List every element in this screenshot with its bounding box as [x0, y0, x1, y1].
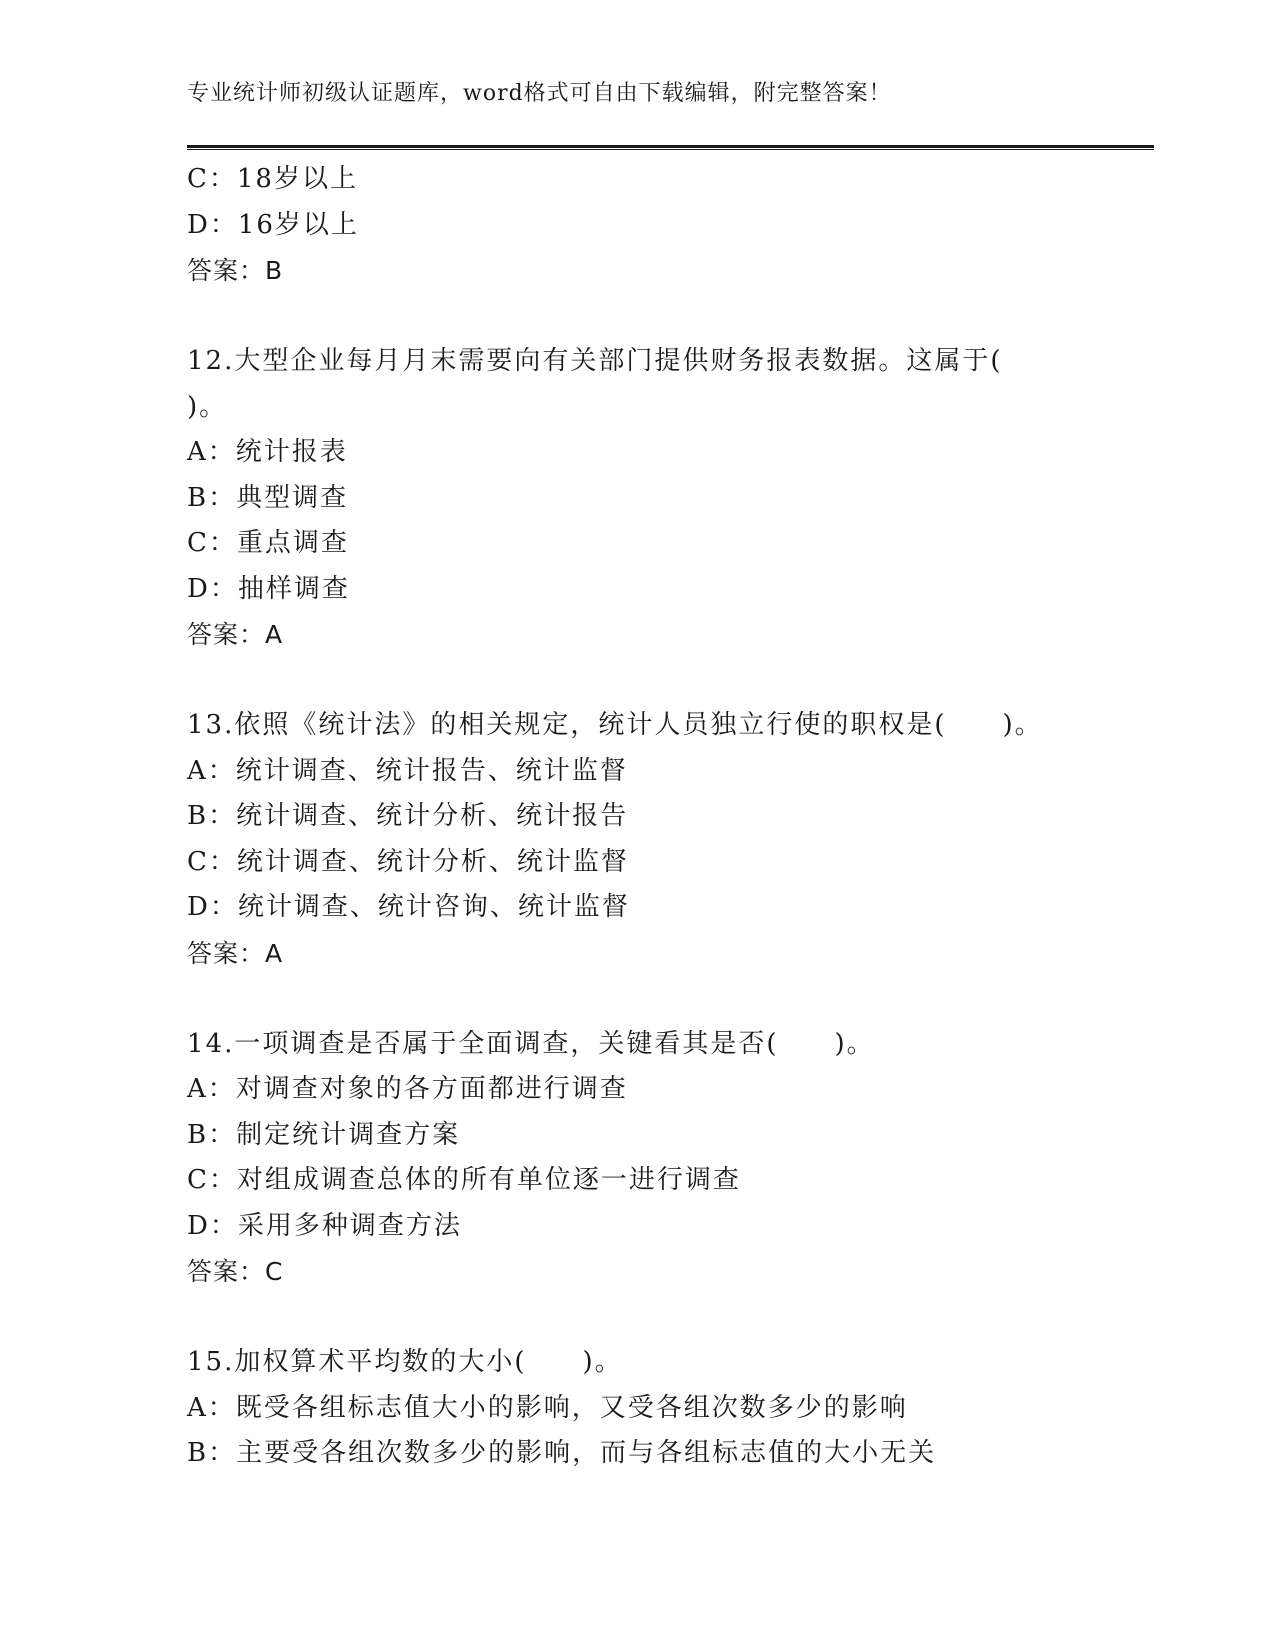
option-a: A：统计调查、统计报告、统计监督 [187, 755, 628, 786]
answer-line: 答案：C [187, 1257, 284, 1286]
answer-line: 答案：A [187, 938, 284, 968]
question-stem: 14.一项调查是否属于全面调查，关键看其是否( )。 [187, 1028, 875, 1059]
spacer [187, 294, 1154, 340]
option-d: D：统计调查、统计咨询、统计监督 [187, 892, 630, 922]
option-b: B：统计调查、统计分析、统计报告 [187, 801, 629, 831]
question-stem: 12.大型企业每月月末需要向有关部门提供财务报表数据。这属于( [187, 346, 1003, 376]
question-stem: 15.加权算术平均数的大小( )。 [187, 1347, 623, 1377]
question-content [187, 157, 1154, 1477]
option-c: C：对组成调查总体的所有单位逐一进行调查 [187, 1165, 741, 1195]
spacer [187, 976, 1154, 1022]
option-c: C：统计调查、统计分析、统计监督 [187, 846, 629, 877]
header-divider [187, 145, 1154, 150]
carryover-question [187, 157, 1154, 294]
option-c: C：18岁以上 [187, 164, 358, 194]
question-12 [187, 339, 1154, 658]
option-d: D：采用多种调查方法 [187, 1210, 462, 1241]
answer-line: 答案：A [187, 620, 284, 649]
option-b: B：典型调查 [187, 482, 349, 513]
spacer [187, 658, 1154, 704]
option-a: A：对调查对象的各方面都进行调查 [187, 1074, 628, 1104]
page-header: 专业统计师初级认证题库，word格式可自由下载编辑，附完整答案！ [187, 81, 892, 106]
spacer [187, 1295, 1154, 1341]
question-stem: 13.依照《统计法》的相关规定，统计人员独立行使的职权是( )。 [187, 710, 1043, 740]
option-d: D：抽样调查 [187, 573, 350, 604]
option-b: B：主要受各组次数多少的影响，而与各组标志值的大小无关 [187, 1438, 937, 1468]
option-b: B：制定统计调查方案 [187, 1119, 461, 1150]
question-stem-cont: )。 [187, 391, 228, 422]
question-15 [187, 1340, 1154, 1477]
question-13 [187, 703, 1154, 976]
option-c: C：重点调查 [187, 528, 349, 558]
option-d: D：16岁以上 [187, 209, 359, 240]
option-a: A：既受各组标志值大小的影响，又受各组次数多少的影响 [187, 1392, 908, 1423]
answer-line: 答案：B [187, 256, 284, 285]
question-14 [187, 1022, 1154, 1295]
option-a: A：统计报表 [187, 437, 348, 467]
